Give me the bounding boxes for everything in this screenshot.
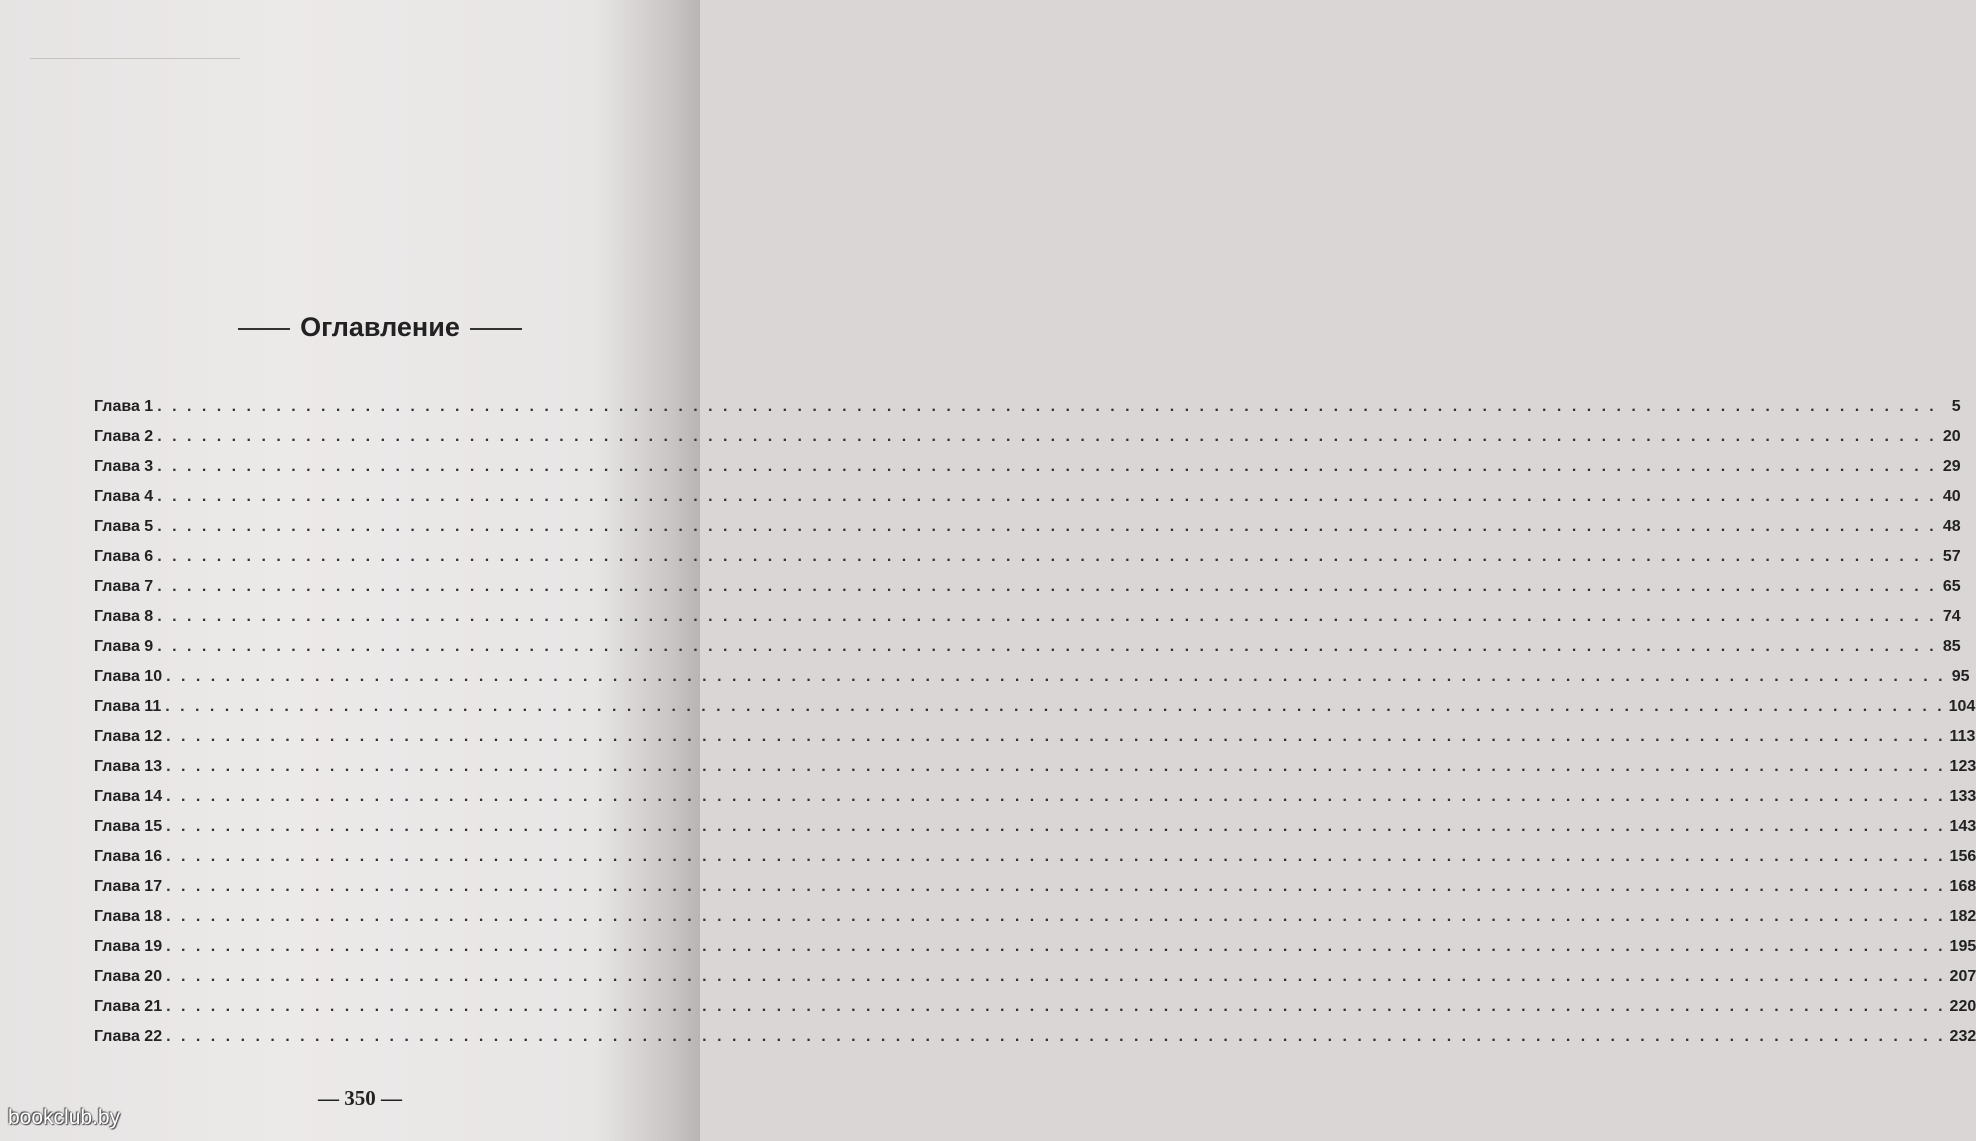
toc-list <box>94 392 1976 1052</box>
toc-row-leader: . . . . . . . . . . . . . . . . . . . . . . . . . . . . . . . . . . . . . . . . . . . . . . . . . . . . . . . . . . . . . . . . . . . . . . . . . . . . . . . . . . . . . . . . . . . . . . . . . . . . . . . . . . . . . . . . . . . . . . . . <box>157 578 1937 595</box>
toc-row-leader: . . . . . . . . . . . . . . . . . . . . . . . . . . . . . . . . . . . . . . . . . . . . . . . . . . . . . . . . . . . . . . . . . . . . . . . . . . . . . . . . . . . . . . . . . . . . . . . . . . . . . . . . . . . . . . . . . . . . . . . . <box>157 518 1937 535</box>
toc-row-page: 156 <box>1949 848 1976 865</box>
toc-row[interactable] <box>94 842 1976 872</box>
toc-row-page: 85 <box>1942 638 1961 655</box>
toc-row-label: Глава 4 <box>94 488 154 505</box>
toc-row[interactable] <box>94 632 1961 662</box>
toc-row-label: Глава 14 <box>94 788 163 805</box>
toc-row-page: 220 <box>1949 998 1976 1015</box>
toc-row-label: Глава 18 <box>94 908 163 925</box>
toc-row-label: Глава 1 <box>94 398 154 415</box>
toc-row-page: 5 <box>1951 398 1961 415</box>
toc-row[interactable] <box>94 1022 1976 1052</box>
toc-row-label: Глава 5 <box>94 518 154 535</box>
toc-row[interactable] <box>94 392 1961 422</box>
toc-row-page: 65 <box>1942 578 1961 595</box>
toc-row-label: Глава 8 <box>94 608 154 625</box>
toc-row-page: 29 <box>1942 458 1961 475</box>
toc-row-page: 48 <box>1942 518 1961 535</box>
toc-row-leader: . . . . . . . . . . . . . . . . . . . . . . . . . . . . . . . . . . . . . . . . . . . . . . . . . . . . . . . . . . . . . . . . . . . . . . . . . . . . . . . . . . . . . . . . . . . . . . . . . . . . . . . . . . . . . . . . . . . . . . . . <box>166 788 1946 805</box>
toc-row-label: Глава 10 <box>94 668 163 685</box>
toc-row[interactable] <box>94 572 1961 602</box>
toc-row[interactable] <box>94 512 1961 542</box>
toc-row[interactable] <box>94 932 1976 962</box>
toc-row-page: 207 <box>1949 968 1976 985</box>
toc-row-leader: . . . . . . . . . . . . . . . . . . . . . . . . . . . . . . . . . . . . . . . . . . . . . . . . . . . . . . . . . . . . . . . . . . . . . . . . . . . . . . . . . . . . . . . . . . . . . . . . . . . . . . . . . . . . . . . . . . . . . . . . <box>166 818 1946 835</box>
toc-row-leader: . . . . . . . . . . . . . . . . . . . . . . . . . . . . . . . . . . . . . . . . . . . . . . . . . . . . . . . . . . . . . . . . . . . . . . . . . . . . . . . . . . . . . . . . . . . . . . . . . . . . . . . . . . . . . . . . . . . . . . . . <box>166 878 1946 895</box>
toc-row[interactable] <box>94 542 1961 572</box>
watermark: bookclub.by <box>8 1106 121 1129</box>
toc-row-leader: . . . . . . . . . . . . . . . . . . . . . . . . . . . . . . . . . . . . . . . . . . . . . . . . . . . . . . . . . . . . . . . . . . . . . . . . . . . . . . . . . . . . . . . . . . . . . . . . . . . . . . . . . . . . . . . . . . . . . . . . <box>166 908 1946 925</box>
toc-row-label: Глава 17 <box>94 878 163 895</box>
toc-row-leader: . . . . . . . . . . . . . . . . . . . . . . . . . . . . . . . . . . . . . . . . . . . . . . . . . . . . . . . . . . . . . . . . . . . . . . . . . . . . . . . . . . . . . . . . . . . . . . . . . . . . . . . . . . . . . . . . . . . . . . . . <box>157 488 1937 505</box>
toc-row-label: Глава 15 <box>94 818 163 835</box>
toc-row-leader: . . . . . . . . . . . . . . . . . . . . . . . . . . . . . . . . . . . . . . . . . . . . . . . . . . . . . . . . . . . . . . . . . . . . . . . . . . . . . . . . . . . . . . . . . . . . . . . . . . . . . . . . . . . . . . . . . . . . . . . . <box>157 608 1937 625</box>
toc-row-leader: . . . . . . . . . . . . . . . . . . . . . . . . . . . . . . . . . . . . . . . . . . . . . . . . . . . . . . . . . . . . . . . . . . . . . . . . . . . . . . . . . . . . . . . . . . . . . . . . . . . . . . . . . . . . . . . . . . . . . . . . <box>166 758 1946 775</box>
toc-row-page: 182 <box>1949 908 1976 925</box>
toc-row[interactable] <box>94 692 1976 722</box>
toc-row-label: Глава 12 <box>94 728 163 745</box>
toc-row-page: 57 <box>1942 548 1961 565</box>
toc-row[interactable] <box>94 782 1976 812</box>
toc-row-leader: . . . . . . . . . . . . . . . . . . . . . . . . . . . . . . . . . . . . . . . . . . . . . . . . . . . . . . . . . . . . . . . . . . . . . . . . . . . . . . . . . . . . . . . . . . . . . . . . . . . . . . . . . . . . . . . . . . . . . . . . <box>166 1028 1946 1045</box>
toc-row-label: Глава 11 <box>94 698 162 715</box>
bleed-through-rule <box>30 58 240 59</box>
toc-row[interactable] <box>94 452 1961 482</box>
toc-row[interactable] <box>94 722 1976 752</box>
toc-row-leader: . . . . . . . . . . . . . . . . . . . . . . . . . . . . . . . . . . . . . . . . . . . . . . . . . . . . . . . . . . . . . . . . . . . . . . . . . . . . . . . . . . . . . . . . . . . . . . . . . . . . . . . . . . . . . . . . . . . . . . . . <box>157 398 1937 415</box>
toc-row-page: 123 <box>1949 758 1976 775</box>
toc-row-leader: . . . . . . . . . . . . . . . . . . . . . . . . . . . . . . . . . . . . . . . . . . . . . . . . . . . . . . . . . . . . . . . . . . . . . . . . . . . . . . . . . . . . . . . . . . . . . . . . . . . . . . . . . . . . . . . . . . . . . . . . <box>166 848 1946 865</box>
toc-row-leader: . . . . . . . . . . . . . . . . . . . . . . . . . . . . . . . . . . . . . . . . . . . . . . . . . . . . . . . . . . . . . . . . . . . . . . . . . . . . . . . . . . . . . . . . . . . . . . . . . . . . . . . . . . . . . . . . . . . . . . . . <box>166 728 1946 745</box>
toc-row[interactable] <box>94 482 1961 512</box>
toc-row[interactable] <box>94 992 1976 1022</box>
toc-row-page: 195 <box>1949 938 1976 955</box>
toc-row-leader: . . . . . . . . . . . . . . . . . . . . . . . . . . . . . . . . . . . . . . . . . . . . . . . . . . . . . . . . . . . . . . . . . . . . . . . . . . . . . . . . . . . . . . . . . . . . . . . . . . . . . . . . . . . . . . . . . . . . . . . . <box>165 698 1945 715</box>
toc-row-label: Глава 20 <box>94 968 163 985</box>
toc-row-label: Глава 7 <box>94 578 154 595</box>
toc-row-label: Глава 22 <box>94 1028 163 1045</box>
toc-row-page: 40 <box>1942 488 1961 505</box>
toc-row-leader: . . . . . . . . . . . . . . . . . . . . . . . . . . . . . . . . . . . . . . . . . . . . . . . . . . . . . . . . . . . . . . . . . . . . . . . . . . . . . . . . . . . . . . . . . . . . . . . . . . . . . . . . . . . . . . . . . . . . . . . . <box>157 638 1937 655</box>
toc-row-leader: . . . . . . . . . . . . . . . . . . . . . . . . . . . . . . . . . . . . . . . . . . . . . . . . . . . . . . . . . . . . . . . . . . . . . . . . . . . . . . . . . . . . . . . . . . . . . . . . . . . . . . . . . . . . . . . . . . . . . . . . <box>157 548 1937 565</box>
toc-row-label: Глава 13 <box>94 758 163 775</box>
toc-row[interactable] <box>94 752 1976 782</box>
toc-row-leader: . . . . . . . . . . . . . . . . . . . . . . . . . . . . . . . . . . . . . . . . . . . . . . . . . . . . . . . . . . . . . . . . . . . . . . . . . . . . . . . . . . . . . . . . . . . . . . . . . . . . . . . . . . . . . . . . . . . . . . . . <box>157 458 1937 475</box>
toc-row-label: Глава 3 <box>94 458 154 475</box>
toc-row[interactable] <box>94 902 1976 932</box>
toc-row[interactable] <box>94 962 1976 992</box>
toc-row[interactable] <box>94 602 1961 632</box>
toc-title <box>0 312 760 343</box>
toc-row-leader: . . . . . . . . . . . . . . . . . . . . . . . . . . . . . . . . . . . . . . . . . . . . . . . . . . . . . . . . . . . . . . . . . . . . . . . . . . . . . . . . . . . . . . . . . . . . . . . . . . . . . . . . . . . . . . . . . . . . . . . . <box>166 938 1946 955</box>
toc-row-leader: . . . . . . . . . . . . . . . . . . . . . . . . . . . . . . . . . . . . . . . . . . . . . . . . . . . . . . . . . . . . . . . . . . . . . . . . . . . . . . . . . . . . . . . . . . . . . . . . . . . . . . . . . . . . . . . . . . . . . . . . <box>166 968 1946 985</box>
toc-row-page: 113 <box>1949 728 1976 745</box>
toc-row-label: Глава 9 <box>94 638 154 655</box>
toc-row-page: 74 <box>1942 608 1961 625</box>
toc-row[interactable] <box>94 872 1976 902</box>
toc-row[interactable] <box>94 812 1976 842</box>
toc-row-label: Глава 21 <box>94 998 163 1015</box>
toc-row-leader: . . . . . . . . . . . . . . . . . . . . . . . . . . . . . . . . . . . . . . . . . . . . . . . . . . . . . . . . . . . . . . . . . . . . . . . . . . . . . . . . . . . . . . . . . . . . . . . . . . . . . . . . . . . . . . . . . . . . . . . . <box>166 668 1946 685</box>
toc-row-label: Глава 16 <box>94 848 163 865</box>
toc-row-label: Глава 6 <box>94 548 154 565</box>
page-number: — 350 — <box>318 1086 402 1110</box>
toc-row-label: Глава 2 <box>94 428 154 445</box>
toc-row-page: 95 <box>1951 668 1970 685</box>
toc-row-leader: . . . . . . . . . . . . . . . . . . . . . . . . . . . . . . . . . . . . . . . . . . . . . . . . . . . . . . . . . . . . . . . . . . . . . . . . . . . . . . . . . . . . . . . . . . . . . . . . . . . . . . . . . . . . . . . . . . . . . . . . <box>166 998 1946 1015</box>
toc-row-page: 232 <box>1949 1028 1976 1045</box>
toc-row-leader: . . . . . . . . . . . . . . . . . . . . . . . . . . . . . . . . . . . . . . . . . . . . . . . . . . . . . . . . . . . . . . . . . . . . . . . . . . . . . . . . . . . . . . . . . . . . . . . . . . . . . . . . . . . . . . . . . . . . . . . . <box>157 428 1937 445</box>
toc-row-page: 20 <box>1942 428 1961 445</box>
toc-title-text: Оглавление <box>300 312 460 342</box>
toc-row[interactable] <box>94 422 1961 452</box>
toc-row-page: 168 <box>1949 878 1976 895</box>
toc-row-page: 143 <box>1949 818 1976 835</box>
toc-row-page: 133 <box>1949 788 1976 805</box>
toc-row[interactable] <box>94 662 1970 692</box>
toc-row-label: Глава 19 <box>94 938 163 955</box>
toc-row-page: 104 <box>1948 698 1976 715</box>
